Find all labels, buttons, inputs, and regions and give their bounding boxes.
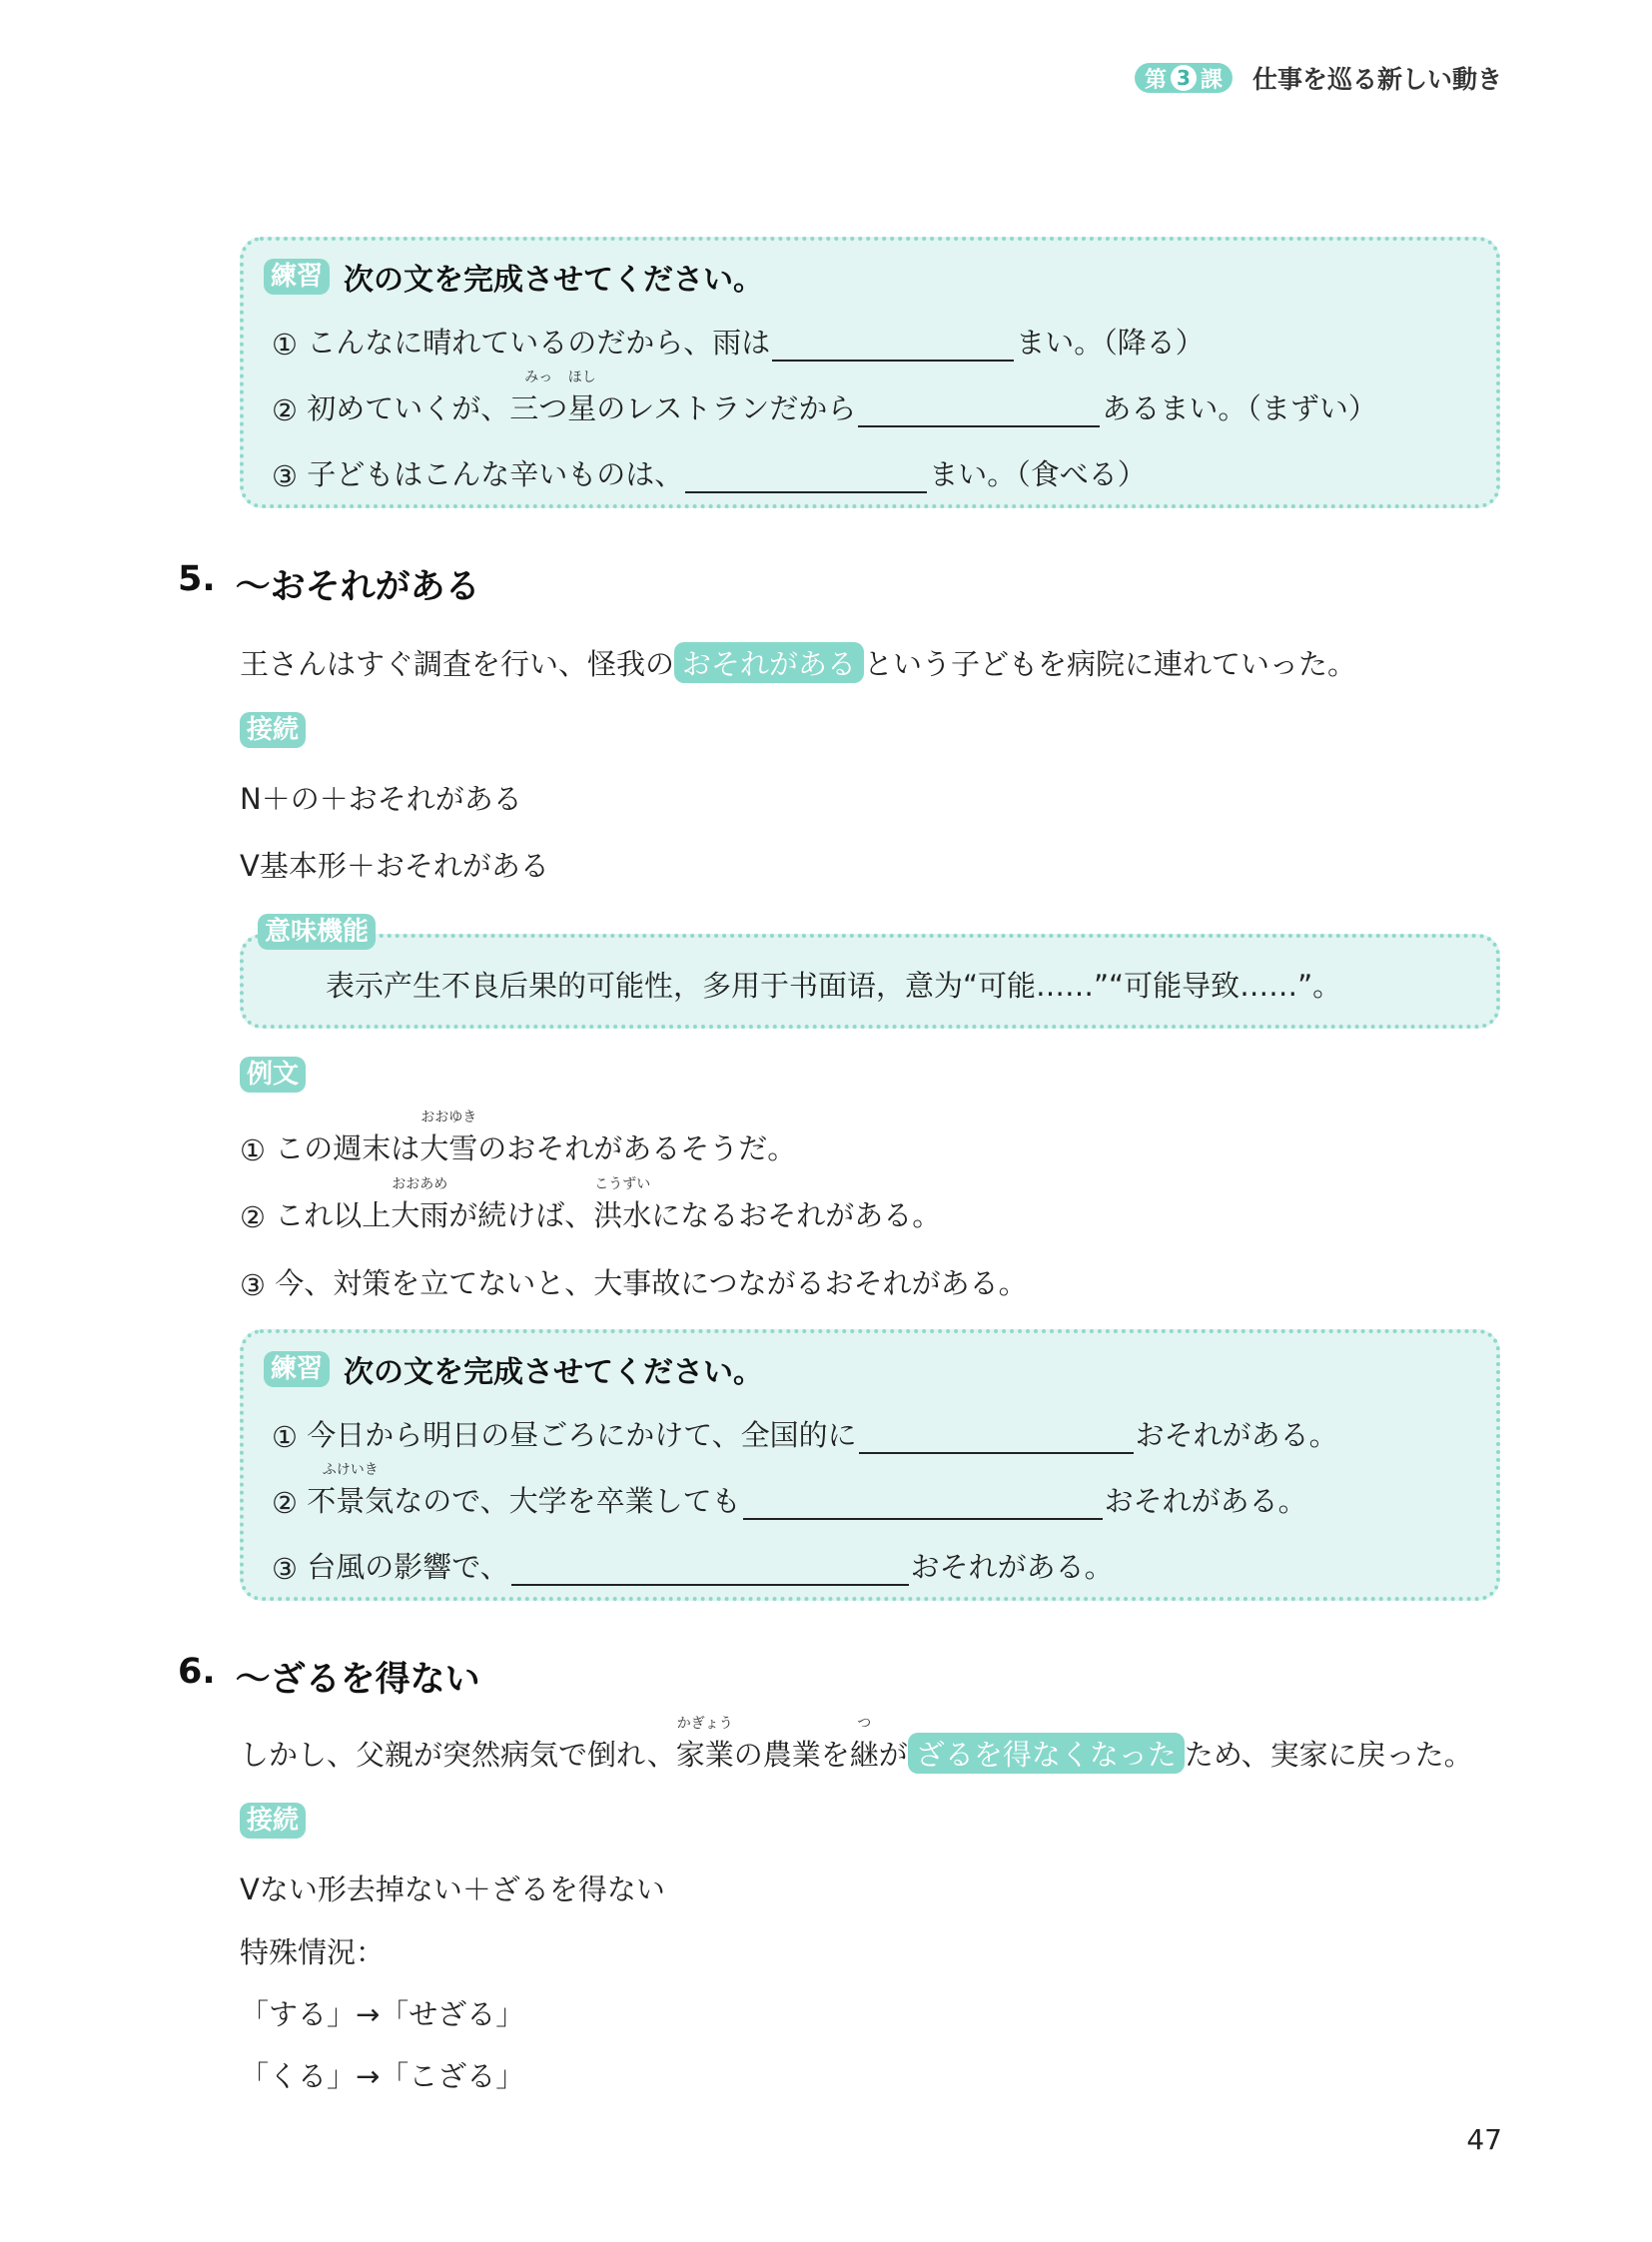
- answer-blank[interactable]: [511, 1554, 909, 1586]
- practice-box-1: [240, 237, 1500, 508]
- chapter-number: 3: [1171, 65, 1197, 91]
- practice2-question-3: ③ 台風の影響で、 おそれがある。: [272, 1550, 1114, 1586]
- example-2: ② これ以上 おおあめ 大雨 が続けば、 こうずい 洪水 になるおそれがある。: [240, 1176, 942, 1234]
- practice1-question-2: ② 初めていくが、 みっ 三つ ほし 星 のレストランだから あるまい。（まずい）: [272, 370, 1377, 427]
- chapter-suffix: 課: [1200, 67, 1223, 93]
- practice1-question-1: ① こんなに晴れているのだから、雨は まい。（降る）: [272, 326, 1205, 362]
- ruby-text: かぎょう 家業: [675, 1716, 734, 1772]
- page-header: [1135, 60, 1502, 96]
- example-1: ① この週末は おおゆき 大雪 のおそれがあるそうだ。: [240, 1110, 797, 1167]
- answer-blank[interactable]: [743, 1488, 1103, 1520]
- ruby-text: つ 継: [849, 1716, 879, 1772]
- practice-title: [264, 1347, 763, 1391]
- ruby-text: ほし 星: [567, 370, 597, 425]
- connection-rule-2: V基本形＋おそれがある: [240, 849, 549, 883]
- section-6-heading: 6. ～ざるを得ない: [178, 1652, 480, 1700]
- special-case-2: 「くる」→「こざる」: [240, 2059, 525, 2093]
- example-3: ③ 今、対策を立てないと、大事故につながるおそれがある。: [240, 1266, 1028, 1302]
- ruby-text: おおあめ 大雨: [391, 1176, 449, 1232]
- meaning-text: 表示产生不良后果的可能性，多用于书面语，意为“可能……”“可能导致……”。: [326, 969, 1342, 1003]
- answer-blank[interactable]: [772, 330, 1014, 362]
- practice-box-2: [240, 1329, 1500, 1601]
- meaning-label: 意味機能: [258, 914, 376, 950]
- section6-example-sentence: しかし、父親が突然病気で倒れ、 かぎょう 家業 の農業を つ 継 が ざるを得なくなった ため、実家に戻った。: [240, 1716, 1473, 1772]
- connection-rule-1: N＋の＋おそれがある: [240, 782, 522, 816]
- ruby-text: こうずい 洪水: [593, 1176, 652, 1232]
- practice-heading: 次の文を完成させてください。: [344, 263, 764, 298]
- chapter-prefix: 第: [1144, 67, 1167, 93]
- ruby-text: みっ 三つ: [509, 370, 568, 425]
- ruby-text: ふけいき 不景気: [307, 1462, 395, 1518]
- chapter-badge: [1135, 63, 1233, 93]
- examples-label: 例文: [240, 1057, 306, 1093]
- practice-heading: 次の文を完成させてください。: [344, 1355, 764, 1390]
- practice1-question-3: ③ 子どもはこんな辛いものは、 まい。（食べる）: [272, 457, 1147, 493]
- answer-blank[interactable]: [858, 395, 1100, 427]
- grammar-highlight: おそれがある: [674, 642, 864, 683]
- meaning-box: [240, 934, 1500, 1029]
- grammar-highlight: ざるを得なくなった: [908, 1733, 1185, 1774]
- connection-label: 接続: [240, 1803, 306, 1839]
- practice-tag: 練習: [264, 1351, 330, 1387]
- section-5-heading: 5. ～おそれがある: [178, 559, 480, 607]
- connection-label: 接続: [240, 712, 306, 748]
- answer-blank[interactable]: [859, 1422, 1134, 1454]
- answer-blank[interactable]: [685, 461, 927, 493]
- page-number: 47: [1466, 2123, 1502, 2156]
- chapter-title: 仕事を巡る新しい動き: [1251, 65, 1502, 94]
- connection-rule: Vない形去掉ない＋ざるを得ない: [240, 1872, 665, 1906]
- section5-example-sentence: 王さんはすぐ調査を行い、怪我の おそれがある という子どもを病院に連れていった。: [240, 642, 1356, 683]
- practice2-question-2: ② ふけいき 不景気 なので、大学を卒業しても おそれがある。: [272, 1462, 1307, 1520]
- special-cases-label: 特殊情況：: [240, 1935, 386, 1969]
- ruby-text: おおゆき 大雪: [419, 1110, 478, 1165]
- practice-title: [264, 255, 763, 299]
- practice2-question-1: ① 今日から明日の昼ごろにかけて、全国的に おそれがある。: [272, 1418, 1338, 1454]
- practice-tag: 練習: [264, 259, 330, 295]
- special-case-1: 「する」→「せざる」: [240, 1997, 525, 2031]
